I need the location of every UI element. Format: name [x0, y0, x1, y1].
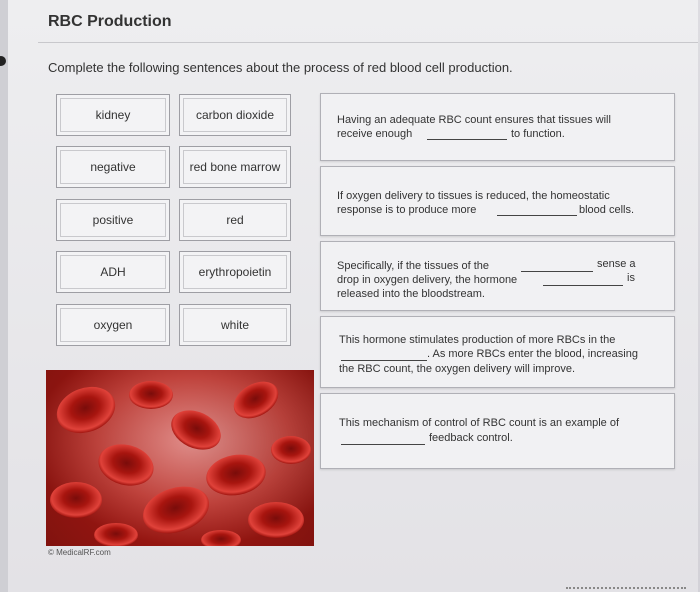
image-credit: © MedicalRF.com — [48, 548, 111, 557]
word-chip-carbon-dioxide[interactable]: carbon dioxide — [179, 94, 291, 136]
sentence-1-line-1: Having an adequate RBC count ensures that tissues will — [337, 114, 611, 126]
sentence-box-4 — [320, 316, 675, 388]
sentence-box-3 — [320, 241, 675, 311]
word-chip-red-bone-marrow[interactable]: red bone marrow — [179, 146, 291, 188]
red-blood-cells-image — [46, 370, 314, 546]
word-chip-oxygen[interactable]: oxygen — [56, 304, 170, 346]
bullet-icon — [0, 56, 6, 66]
sentence-2-line-2a: response is to produce more — [337, 204, 477, 216]
instructions: Complete the following sentences about the process of red blood cell production. — [48, 60, 513, 75]
blank-6[interactable] — [341, 444, 425, 445]
sentence-4-line-1: This hormone stimulates production of more RBCs in the — [339, 334, 616, 346]
word-chip-red[interactable]: red — [179, 199, 291, 241]
sentence-3-line-1b: sense a — [597, 258, 636, 270]
sentence-3-line-1a: Specifically, if the tissues of the — [337, 260, 490, 272]
sentence-2-line-2b: blood cells. — [579, 204, 635, 216]
red-blood-cells-illustration — [46, 370, 314, 546]
sentence-2-line-1: If oxygen delivery to tissues is reduced, the homeostatic — [337, 190, 610, 202]
sentence-3-line-2b: is — [627, 272, 635, 284]
sentence-3-line-3: released into the bloodstream. — [337, 288, 485, 300]
word-chip-white[interactable]: white — [179, 304, 291, 346]
title-divider — [38, 42, 698, 43]
sentence-4-line-3: the RBC count, the oxygen delivery will improve. — [339, 363, 575, 375]
word-chip-erythropoietin[interactable]: erythropoietin — [179, 251, 291, 293]
bottom-divider — [566, 587, 686, 589]
sentence-4-line-2a: . As more RBCs enter the blood, increasing — [427, 348, 638, 360]
sentence-5-line-1: This mechanism of control of RBC count is an example of — [339, 417, 620, 429]
word-chip-kidney[interactable]: kidney — [56, 94, 170, 136]
word-chip-positive[interactable]: positive — [56, 199, 170, 241]
sentence-1-line-2b: to function. — [511, 128, 565, 140]
sentence-5-line-2: feedback control. — [429, 432, 513, 444]
sentence-box-1 — [320, 93, 675, 161]
sentence-3-line-2a: drop in oxygen delivery, the hormone — [337, 274, 518, 286]
page-title: RBC Production — [48, 13, 172, 30]
blank-2[interactable] — [497, 215, 577, 216]
sentence-box-5 — [320, 393, 675, 469]
word-chip-adh[interactable]: ADH — [56, 251, 170, 293]
blank-1[interactable] — [427, 139, 507, 140]
sentence-1-line-2a: receive enough — [337, 128, 413, 140]
question-panel — [8, 0, 698, 592]
word-chip-negative[interactable]: negative — [56, 146, 170, 188]
blank-5[interactable] — [341, 360, 427, 361]
left-edge-bar — [0, 0, 8, 592]
sentence-box-2 — [320, 166, 675, 236]
blank-3[interactable] — [521, 271, 593, 272]
blank-4[interactable] — [543, 285, 623, 286]
